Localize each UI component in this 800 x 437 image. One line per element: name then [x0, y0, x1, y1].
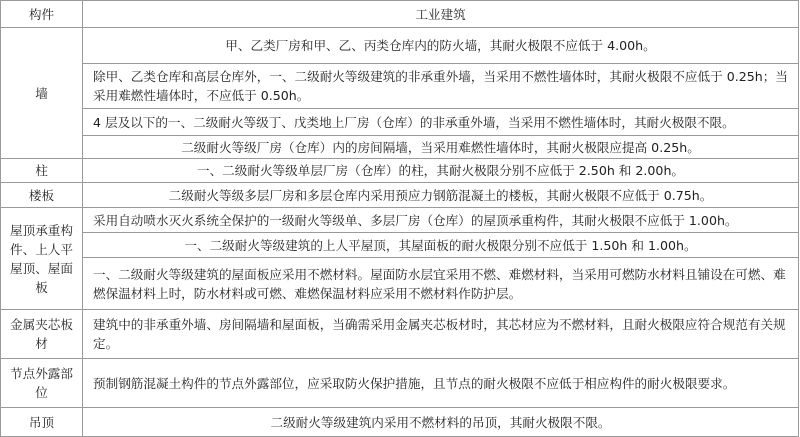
row-text: 一、二级耐火等级建筑的屋面板应采用不燃材料。屋面防水层宜采用不燃、难燃材料，当采用可燃防水材料且铺设在可燃、难燃保温材料上时，防水材料或可燃、难燃保温材料应采用不燃材料作防护层。 [83, 258, 799, 310]
table-row [1, 28, 799, 64]
row-text: 预制钢筋混凝土构件的节点外露部位，应采取防火保护措施，且节点的耐火极限不应低于相应构件的耐火极限要求。 [83, 359, 799, 408]
table-row [1, 233, 799, 258]
category-joint: 节点外露部位 [1, 359, 83, 408]
table-row [1, 159, 799, 183]
table-row [1, 109, 799, 136]
table-row [1, 183, 799, 208]
header-component: 构件 [1, 1, 83, 28]
header-industrial: 工业建筑 [83, 1, 799, 28]
table-row [1, 310, 799, 359]
table-row [1, 408, 799, 437]
row-text: 一、二级耐火等级单层厂房（仓库）的柱，其耐火极限分别不应低于 2.50h 和 2.00h。 [83, 159, 799, 183]
category-metal-sandwich: 金属夹芯板材 [1, 310, 83, 359]
row-text: 二级耐火等级建筑内采用不燃材料的吊顶，其耐火极限不限。 [83, 408, 799, 437]
row-text: 一、二级耐火等级建筑的上人平屋顶，其屋面板的耐火极限分别不应低于 1.50h 和 1.00h。 [83, 233, 799, 258]
category-column: 柱 [1, 159, 83, 183]
category-ceiling: 吊顶 [1, 408, 83, 437]
table-row [1, 359, 799, 408]
row-text: 采用自动喷水灭火系统全保护的一级耐火等级单、多层厂房（仓库）的屋顶承重构件，其耐火极限不应低于 1.00h。 [83, 208, 799, 233]
table-header-row [1, 1, 799, 28]
row-text: 除甲、乙类仓库和高层仓库外，一、二级耐火等级建筑的非承重外墙，当采用不燃性墙体时，其耐火极限不应低于 0.25h；当采用难燃性墙体时，不应低于 0.50h。 [83, 64, 799, 109]
row-text: 二级耐火等级多层厂房和多层仓库内采用预应力钢筋混凝土的楼板，其耐火极限不应低于 0.75h。 [83, 183, 799, 208]
category-roof: 屋顶承重构件、上人平屋顶、屋面板 [1, 208, 83, 310]
row-text: 甲、乙类厂房和甲、乙、丙类仓库内的防火墙，其耐火极限不应低于 4.00h。 [83, 28, 799, 64]
table-row [1, 136, 799, 159]
category-wall: 墙 [1, 28, 83, 159]
table-row [1, 208, 799, 233]
row-text: 建筑中的非承重外墙、房间隔墙和屋面板，当确需采用金属夹芯板材时，其芯材应为不燃材料，且耐火极限应符合规范有关规定。 [83, 310, 799, 359]
category-floor-slab: 楼板 [1, 183, 83, 208]
table-row [1, 258, 799, 310]
table-row [1, 64, 799, 109]
row-text: 4 层及以下的一、二级耐火等级丁、戊类地上厂房（仓库）的非承重外墙，当采用不燃性墙体时，其耐火极限不限。 [83, 109, 799, 136]
row-text: 二级耐火等级厂房（仓库）内的房间隔墙，当采用难燃性墙体时，其耐火极限应提高 0.25h。 [83, 136, 799, 159]
